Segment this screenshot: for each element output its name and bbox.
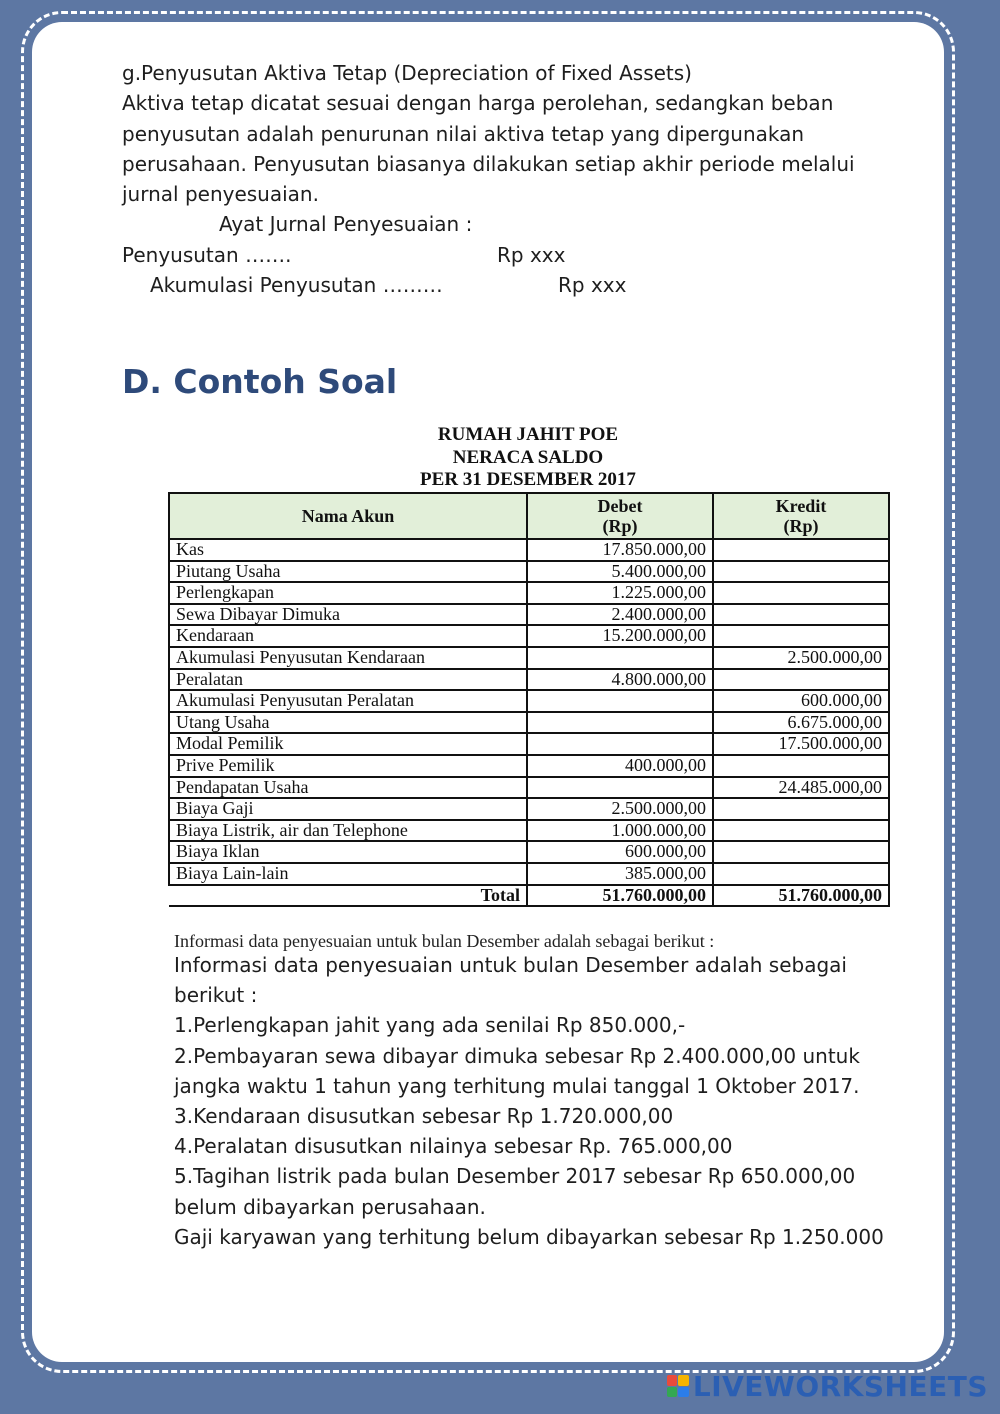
account-cell: Kendaraan [169,625,527,647]
header-label: Kredit (Rp) [775,496,827,536]
adjustment-item: 5.Tagihan listrik pada bulan Desember 2017 sebesar Rp 650.000,00 belum dibayarkan perusahaan. [174,1164,856,1219]
header-debit [527,493,713,539]
debit-cell [527,712,713,734]
journal-credit-value: Rp xxx [558,273,627,298]
account-cell: Biaya Gaji [169,798,527,820]
debit-cell: 4.800.000,00 [527,669,713,691]
account-cell: Akumulasi Penyusutan Peralatan [169,690,527,712]
brand-name: LIVEWORKSHEETS [692,1369,988,1403]
table-row [169,625,889,647]
account-cell: Modal Pemilik [169,733,527,755]
journal-debit-line [122,240,882,270]
header-account: Nama Akun [169,493,527,539]
report-name: NERACA SALDO [452,446,604,468]
credit-cell [713,604,889,626]
section-d-heading: D. Contoh Soal [122,362,398,401]
adjustment-item: 4.Peralatan disusutkan nilainya sebesar Rp. 765.000,00 [174,1134,733,1159]
adjustment-info [174,950,894,1252]
table-row [169,755,889,777]
account-cell: Utang Usaha [169,712,527,734]
debit-cell: 1.000.000,00 [527,820,713,842]
table-row [169,863,889,885]
journal-credit-label: Akumulasi Penyusutan ……… [150,273,443,298]
table-row [169,561,889,583]
account-cell: Piutang Usaha [169,561,527,583]
clipped-caption: Informasi data penyesuaian untuk bulan Desember adalah sebagai berikut : [174,931,715,951]
total-label: Total [169,885,527,907]
trial-balance-title [168,424,888,492]
debit-cell: 1.225.000,00 [527,582,713,604]
debit-cell [527,777,713,799]
account-cell: Akumulasi Penyusutan Kendaraan [169,647,527,669]
table-row [169,669,889,691]
section-g-title: g.Penyusutan Aktiva Tetap (Depreciation of Fixed Assets) [122,61,692,85]
credit-cell [713,755,889,777]
journal-credit-line [122,270,882,300]
credit-cell [713,841,889,863]
total-debit: 51.760.000,00 [527,885,713,907]
section-g-body: Aktiva tetap dicatat sesuai dengan harga perolehan, sedangkan beban penyusutan adalah penurunan nilai aktiva tetap yang dipergunakan perusahaan. Penyusutan biasanya dilakukan setiap akhir periode melalui jurnal penyesuaian. [122,91,855,207]
table-row [169,733,889,755]
liveworksheets-logo[interactable] [667,1366,988,1406]
adjustment-item: Gaji karyawan yang terhitung belum dibayarkan sebesar Rp 1.250.000 [174,1224,884,1249]
debit-cell: 2.500.000,00 [527,798,713,820]
account-cell: Perlengkapan [169,582,527,604]
table-row [169,798,889,820]
credit-cell: 600.000,00 [713,690,889,712]
journal-debit-value: Rp xxx [497,242,566,267]
account-cell: Prive Pemilik [169,755,527,777]
report-date: PER 31 DESEMBER 2017 [420,469,636,490]
header-label: Debet (Rp) [597,496,643,536]
debit-cell [527,733,713,755]
table-row [169,712,889,734]
credit-cell [713,582,889,604]
adjustment-list [174,1010,894,1252]
table-row [169,582,889,604]
adjustment-intro: Informasi data penyesuaian untuk bulan Desember adalah sebagai berikut : [174,953,847,1008]
journal-debit-label: Penyusutan ……. [122,242,292,267]
adjustment-item: 1.Perlengkapan jahit yang ada senilai Rp 850.000,- [174,1013,686,1038]
account-cell: Biaya Listrik, air dan Telephone [169,820,527,842]
debit-cell: 2.400.000,00 [527,604,713,626]
table-row [169,690,889,712]
header-credit [713,493,889,539]
debit-cell [527,647,713,669]
table-row [169,820,889,842]
table-row [169,604,889,626]
total-credit: 51.760.000,00 [713,885,889,907]
table-row [169,647,889,669]
credit-cell [713,820,889,842]
credit-cell [713,539,889,561]
company-name: RUMAH JAHIT POE [437,424,619,445]
table-row [169,841,889,863]
credit-cell: 2.500.000,00 [713,647,889,669]
adjustment-item: 3.Kendaraan disusutkan sebesar Rp 1.720.000,00 [174,1104,674,1129]
liveworksheets-logo-icon [667,1375,689,1397]
credit-cell [713,625,889,647]
account-cell: Peralatan [169,669,527,691]
total-row [169,885,889,907]
debit-cell: 15.200.000,00 [527,625,713,647]
trial-balance-table [168,492,890,907]
credit-cell [713,669,889,691]
account-cell: Sewa Dibayar Dimuka [169,604,527,626]
journal-heading: Ayat Jurnal Penyesuaian : [219,212,473,237]
debit-cell: 385.000,00 [527,863,713,885]
account-cell: Kas [169,539,527,561]
debit-cell [527,690,713,712]
credit-cell [713,561,889,583]
table-row [169,539,889,561]
section-g [122,58,882,300]
table-row [169,777,889,799]
debit-cell: 400.000,00 [527,755,713,777]
debit-cell: 600.000,00 [527,841,713,863]
credit-cell: 24.485.000,00 [713,777,889,799]
credit-cell: 6.675.000,00 [713,712,889,734]
debit-cell: 5.400.000,00 [527,561,713,583]
debit-cell: 17.850.000,00 [527,539,713,561]
credit-cell: 17.500.000,00 [713,733,889,755]
account-cell: Biaya Iklan [169,841,527,863]
credit-cell [713,863,889,885]
credit-cell [713,798,889,820]
account-cell: Pendapatan Usaha [169,777,527,799]
adjustment-item: 2.Pembayaran sewa dibayar dimuka sebesar Rp 2.400.000,00 untuk jangka waktu 1 tahun yang terhitung mulai tanggal 1 Oktober 2017. [174,1043,860,1098]
account-cell: Biaya Lain-lain [169,863,527,885]
table-header-row [169,493,889,539]
